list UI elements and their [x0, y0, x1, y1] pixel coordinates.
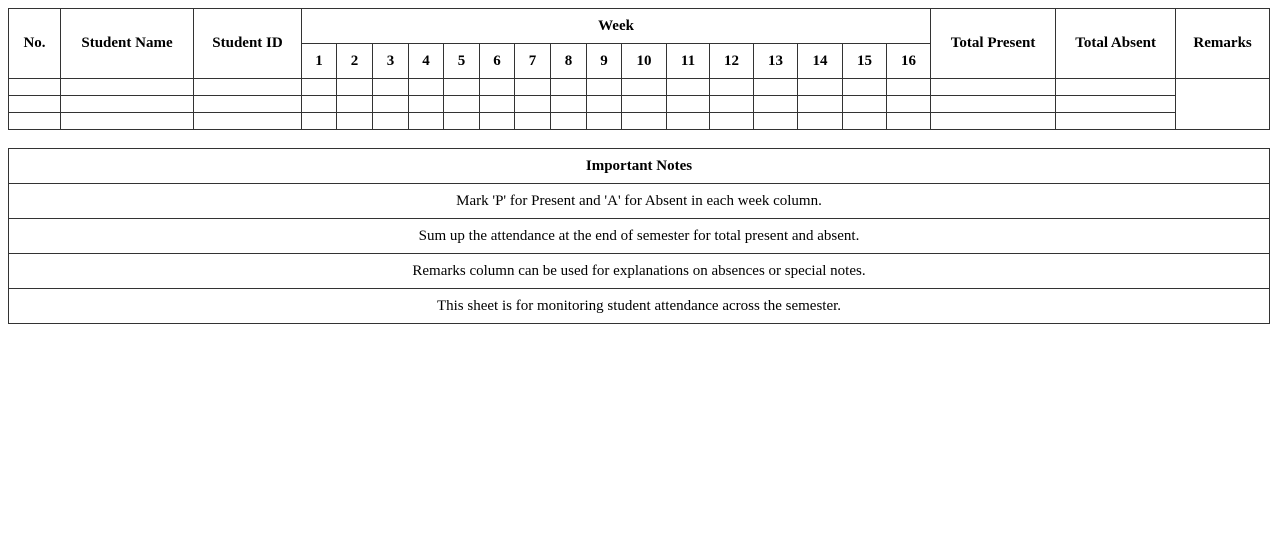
- week-11-cell[interactable]: [667, 113, 710, 130]
- table-row: [9, 79, 1270, 96]
- week-5-cell[interactable]: [444, 113, 480, 130]
- total-present-cell[interactable]: [931, 96, 1056, 113]
- header-total-absent: Total Absent: [1056, 9, 1176, 79]
- week-8-cell[interactable]: [551, 113, 587, 130]
- week-6-cell[interactable]: [480, 79, 515, 96]
- student-id-cell[interactable]: [194, 113, 302, 130]
- week-13-cell[interactable]: [754, 96, 798, 113]
- total-present-cell[interactable]: [931, 79, 1056, 96]
- header-week-5: 5: [444, 44, 480, 79]
- week-12-cell[interactable]: [710, 113, 754, 130]
- week-9-cell[interactable]: [587, 96, 622, 113]
- week-12-cell[interactable]: [710, 79, 754, 96]
- week-7-cell[interactable]: [515, 79, 551, 96]
- header-week-2: 2: [337, 44, 373, 79]
- header-week: Week: [302, 9, 931, 44]
- student-id-cell[interactable]: [194, 96, 302, 113]
- note-item: Sum up the attendance at the end of semester for total present and absent.: [9, 219, 1270, 254]
- week-5-cell[interactable]: [444, 79, 480, 96]
- week-4-cell[interactable]: [409, 79, 444, 96]
- week-4-cell[interactable]: [409, 113, 444, 130]
- attendance-table: [8, 8, 1270, 130]
- week-10-cell[interactable]: [622, 96, 667, 113]
- important-notes-table: [8, 148, 1270, 324]
- total-absent-cell[interactable]: [1056, 79, 1176, 96]
- no-cell[interactable]: [9, 79, 61, 96]
- student-name-cell[interactable]: [61, 79, 194, 96]
- week-4-cell[interactable]: [409, 96, 444, 113]
- total-absent-cell[interactable]: [1056, 96, 1176, 113]
- note-item: Remarks column can be used for explanations on absences or special notes.: [9, 254, 1270, 289]
- header-week-12: 12: [710, 44, 754, 79]
- week-15-cell[interactable]: [843, 79, 887, 96]
- week-15-cell[interactable]: [843, 96, 887, 113]
- week-7-cell[interactable]: [515, 96, 551, 113]
- student-name-cell[interactable]: [61, 113, 194, 130]
- week-16-cell[interactable]: [887, 79, 931, 96]
- header-week-16: 16: [887, 44, 931, 79]
- week-10-cell[interactable]: [622, 79, 667, 96]
- week-7-cell[interactable]: [515, 113, 551, 130]
- header-week-7: 7: [515, 44, 551, 79]
- note-item: This sheet is for monitoring student attendance across the semester.: [9, 289, 1270, 324]
- week-6-cell[interactable]: [480, 96, 515, 113]
- week-5-cell[interactable]: [444, 96, 480, 113]
- total-present-cell[interactable]: [931, 113, 1056, 130]
- header-no: No.: [9, 9, 61, 79]
- week-14-cell[interactable]: [798, 96, 843, 113]
- header-week-1: 1: [302, 44, 337, 79]
- total-absent-cell[interactable]: [1056, 113, 1176, 130]
- week-14-cell[interactable]: [798, 79, 843, 96]
- header-week-6: 6: [480, 44, 515, 79]
- week-1-cell[interactable]: [302, 113, 337, 130]
- header-week-3: 3: [373, 44, 409, 79]
- week-14-cell[interactable]: [798, 113, 843, 130]
- week-2-cell[interactable]: [337, 79, 373, 96]
- remarks-cell[interactable]: [1176, 79, 1270, 130]
- week-3-cell[interactable]: [373, 79, 409, 96]
- week-11-cell[interactable]: [667, 79, 710, 96]
- header-week-11: 11: [667, 44, 710, 79]
- table-row: [9, 113, 1270, 130]
- week-3-cell[interactable]: [373, 113, 409, 130]
- week-2-cell[interactable]: [337, 113, 373, 130]
- week-2-cell[interactable]: [337, 96, 373, 113]
- header-student-name: Student Name: [61, 9, 194, 79]
- week-15-cell[interactable]: [843, 113, 887, 130]
- table-row: [9, 96, 1270, 113]
- student-name-cell[interactable]: [61, 96, 194, 113]
- week-3-cell[interactable]: [373, 96, 409, 113]
- header-week-10: 10: [622, 44, 667, 79]
- header-week-9: 9: [587, 44, 622, 79]
- week-11-cell[interactable]: [667, 96, 710, 113]
- no-cell[interactable]: [9, 113, 61, 130]
- week-1-cell[interactable]: [302, 96, 337, 113]
- week-16-cell[interactable]: [887, 96, 931, 113]
- week-9-cell[interactable]: [587, 113, 622, 130]
- week-1-cell[interactable]: [302, 79, 337, 96]
- week-12-cell[interactable]: [710, 96, 754, 113]
- week-6-cell[interactable]: [480, 113, 515, 130]
- header-week-14: 14: [798, 44, 843, 79]
- header-week-8: 8: [551, 44, 587, 79]
- week-16-cell[interactable]: [887, 113, 931, 130]
- student-id-cell[interactable]: [194, 79, 302, 96]
- week-8-cell[interactable]: [551, 79, 587, 96]
- note-item: Mark 'P' for Present and 'A' for Absent in each week column.: [9, 184, 1270, 219]
- week-9-cell[interactable]: [587, 79, 622, 96]
- header-total-present: Total Present: [931, 9, 1056, 79]
- header-week-13: 13: [754, 44, 798, 79]
- header-remarks: Remarks: [1176, 9, 1270, 79]
- week-13-cell[interactable]: [754, 113, 798, 130]
- header-week-4: 4: [409, 44, 444, 79]
- week-10-cell[interactable]: [622, 113, 667, 130]
- header-student-id: Student ID: [194, 9, 302, 79]
- no-cell[interactable]: [9, 96, 61, 113]
- header-week-15: 15: [843, 44, 887, 79]
- week-8-cell[interactable]: [551, 96, 587, 113]
- week-13-cell[interactable]: [754, 79, 798, 96]
- notes-title: Important Notes: [9, 149, 1270, 184]
